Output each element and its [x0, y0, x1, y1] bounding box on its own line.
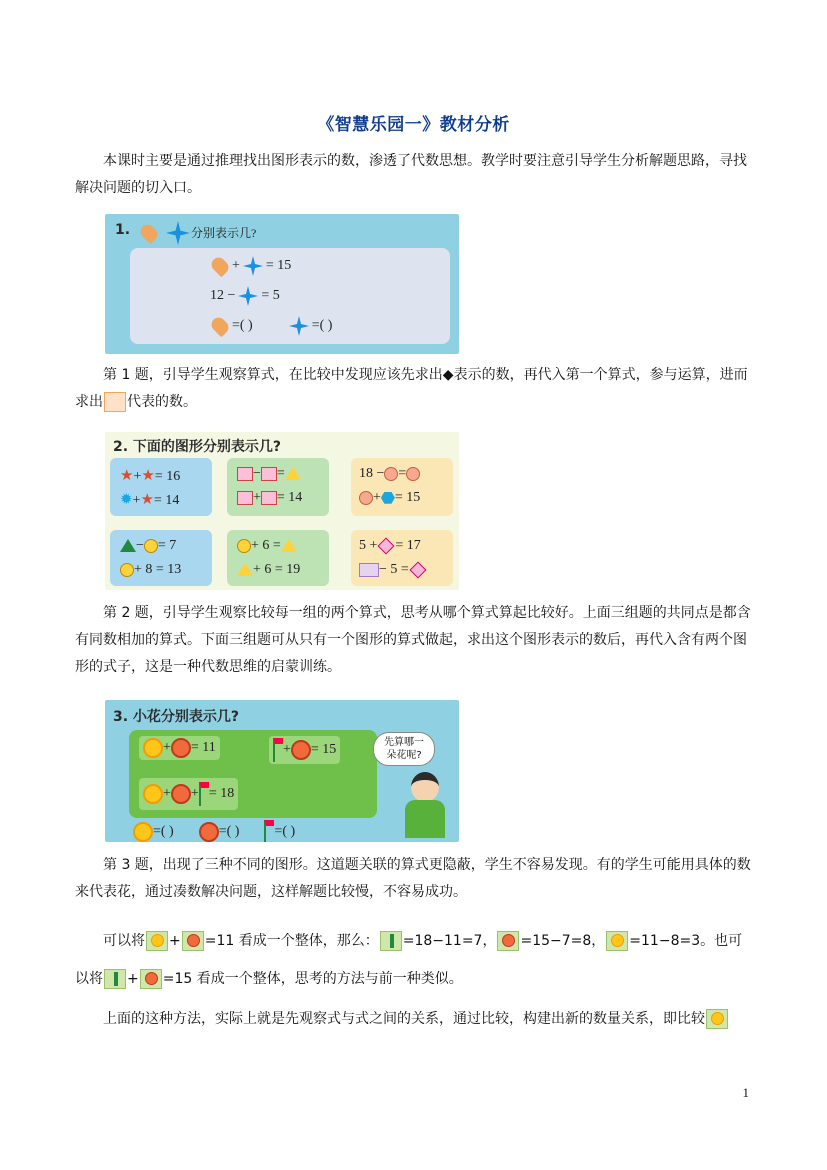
- group-4: − = 7 + 8 = 13: [110, 530, 212, 586]
- stem-flower-icon: [273, 738, 283, 762]
- figure-1: [105, 214, 459, 354]
- heart-icon: [138, 222, 161, 245]
- figure-1-paragraph: 第 1 题，引导学生观察算式，在比较中发现应该先求出◆表示的数，再代入第一个算式，参与运算，进而求出 代表的数。: [75, 367, 748, 410]
- figure-2-label: 2. 下面的图形分别表示几?: [113, 439, 282, 455]
- figure-3-panel: + = 11 + = 15 + + = 18: [129, 730, 377, 818]
- figure-3-paragraph: 第 3 题，出现了三种不同的图形。这道题关联的算式更隐蔽，学生不容易发现。有的学生可能用具体的数来代表花，通过凑数解决问题，这样解题比较慢，不容易成功。: [75, 857, 751, 900]
- group-3: 18 − = + = 15: [351, 458, 453, 516]
- red-flower-icon: [171, 738, 191, 758]
- red-flower-inline-icon: [140, 969, 162, 989]
- stem-flower-icon: [264, 820, 274, 842]
- yellow-flower-icon: [133, 822, 153, 842]
- boy-illustration: [405, 772, 445, 838]
- speech-bubble: 先算哪一朵花呢?: [373, 732, 435, 766]
- yellow-flower-inline-icon: [706, 1009, 728, 1029]
- red-flower-icon: [199, 822, 219, 842]
- group-1: ★+★= 16 ✹+★= 14: [110, 458, 212, 516]
- star-icon: [289, 316, 309, 336]
- page-title: 《智慧乐园一》教材分析: [317, 115, 510, 135]
- group-6: 5 + = 17 − 5 =: [351, 530, 453, 586]
- figure-3-answers: =( ) =( ) =( ): [133, 820, 295, 842]
- stem-flower-inline-icon: [104, 969, 126, 989]
- yellow-flower-inline-icon: [606, 931, 628, 951]
- heart-icon: [209, 255, 232, 278]
- group-5: + 6 = + 6 = 19: [227, 530, 329, 586]
- red-flower-inline-icon: [497, 931, 519, 951]
- yellow-flower-inline-icon: [146, 931, 168, 951]
- fig1-eq1: + = 15: [208, 256, 291, 276]
- figure-1-question: 分别表示几?: [191, 226, 257, 240]
- red-flower-inline-icon: [182, 931, 204, 951]
- fig1-eq2: 12 − = 5: [210, 286, 280, 306]
- stem-flower-icon: [199, 782, 209, 806]
- figure-1-label: 1.: [115, 222, 131, 238]
- figure-1-card: [130, 248, 450, 344]
- whole-method-paragraph: 可以将 + =11 看成一个整体，那么： =18−11=7， =15−7=8， =11−8=3。也可 以将 + =15 看成一个整体，思考的方法与前一种类似。: [75, 933, 743, 987]
- stem-flower-inline-icon: [380, 931, 402, 951]
- red-flower-icon: [171, 784, 191, 804]
- fig1-answers: =( ) =( ): [208, 316, 332, 336]
- yellow-flower-icon: [143, 738, 163, 758]
- heart-icon: [209, 315, 232, 338]
- red-flower-icon: [291, 740, 311, 760]
- figure-2-paragraph: 第 2 题，引导学生观察比较每一组的两个算式，思考从哪个算式算起比较好。上面三组题的共同点是都含有同数相加的算式。下面三组题可从只有一个图形的算式做起，求出这个图形表示的数后，再代入含有两个图形的式子，这是一种代数思维的启蒙训练。: [75, 605, 751, 675]
- yellow-flower-icon: [143, 784, 163, 804]
- group-2: − = + = 14: [227, 458, 329, 516]
- summary-paragraph: 上面的这种方法，实际上就是先观察式与式之间的关系，通过比较，构建出新的数量关系，即比较: [75, 1006, 755, 1033]
- figure-2: [105, 432, 459, 590]
- page-number: 1: [742, 1085, 749, 1100]
- star-icon: [166, 221, 190, 245]
- figure-3-label: 3. 小花分别表示几?: [113, 709, 240, 725]
- star-icon: [238, 286, 258, 306]
- intro-paragraph: 本课时主要是通过推理找出图形表示的数，渗透了代数思想。教学时要注意引导学生分析解题思路，寻找解决问题的切入口。: [75, 153, 747, 196]
- heart-inline-icon: [104, 392, 126, 412]
- star-icon: [243, 256, 263, 276]
- figure-3: [105, 700, 459, 842]
